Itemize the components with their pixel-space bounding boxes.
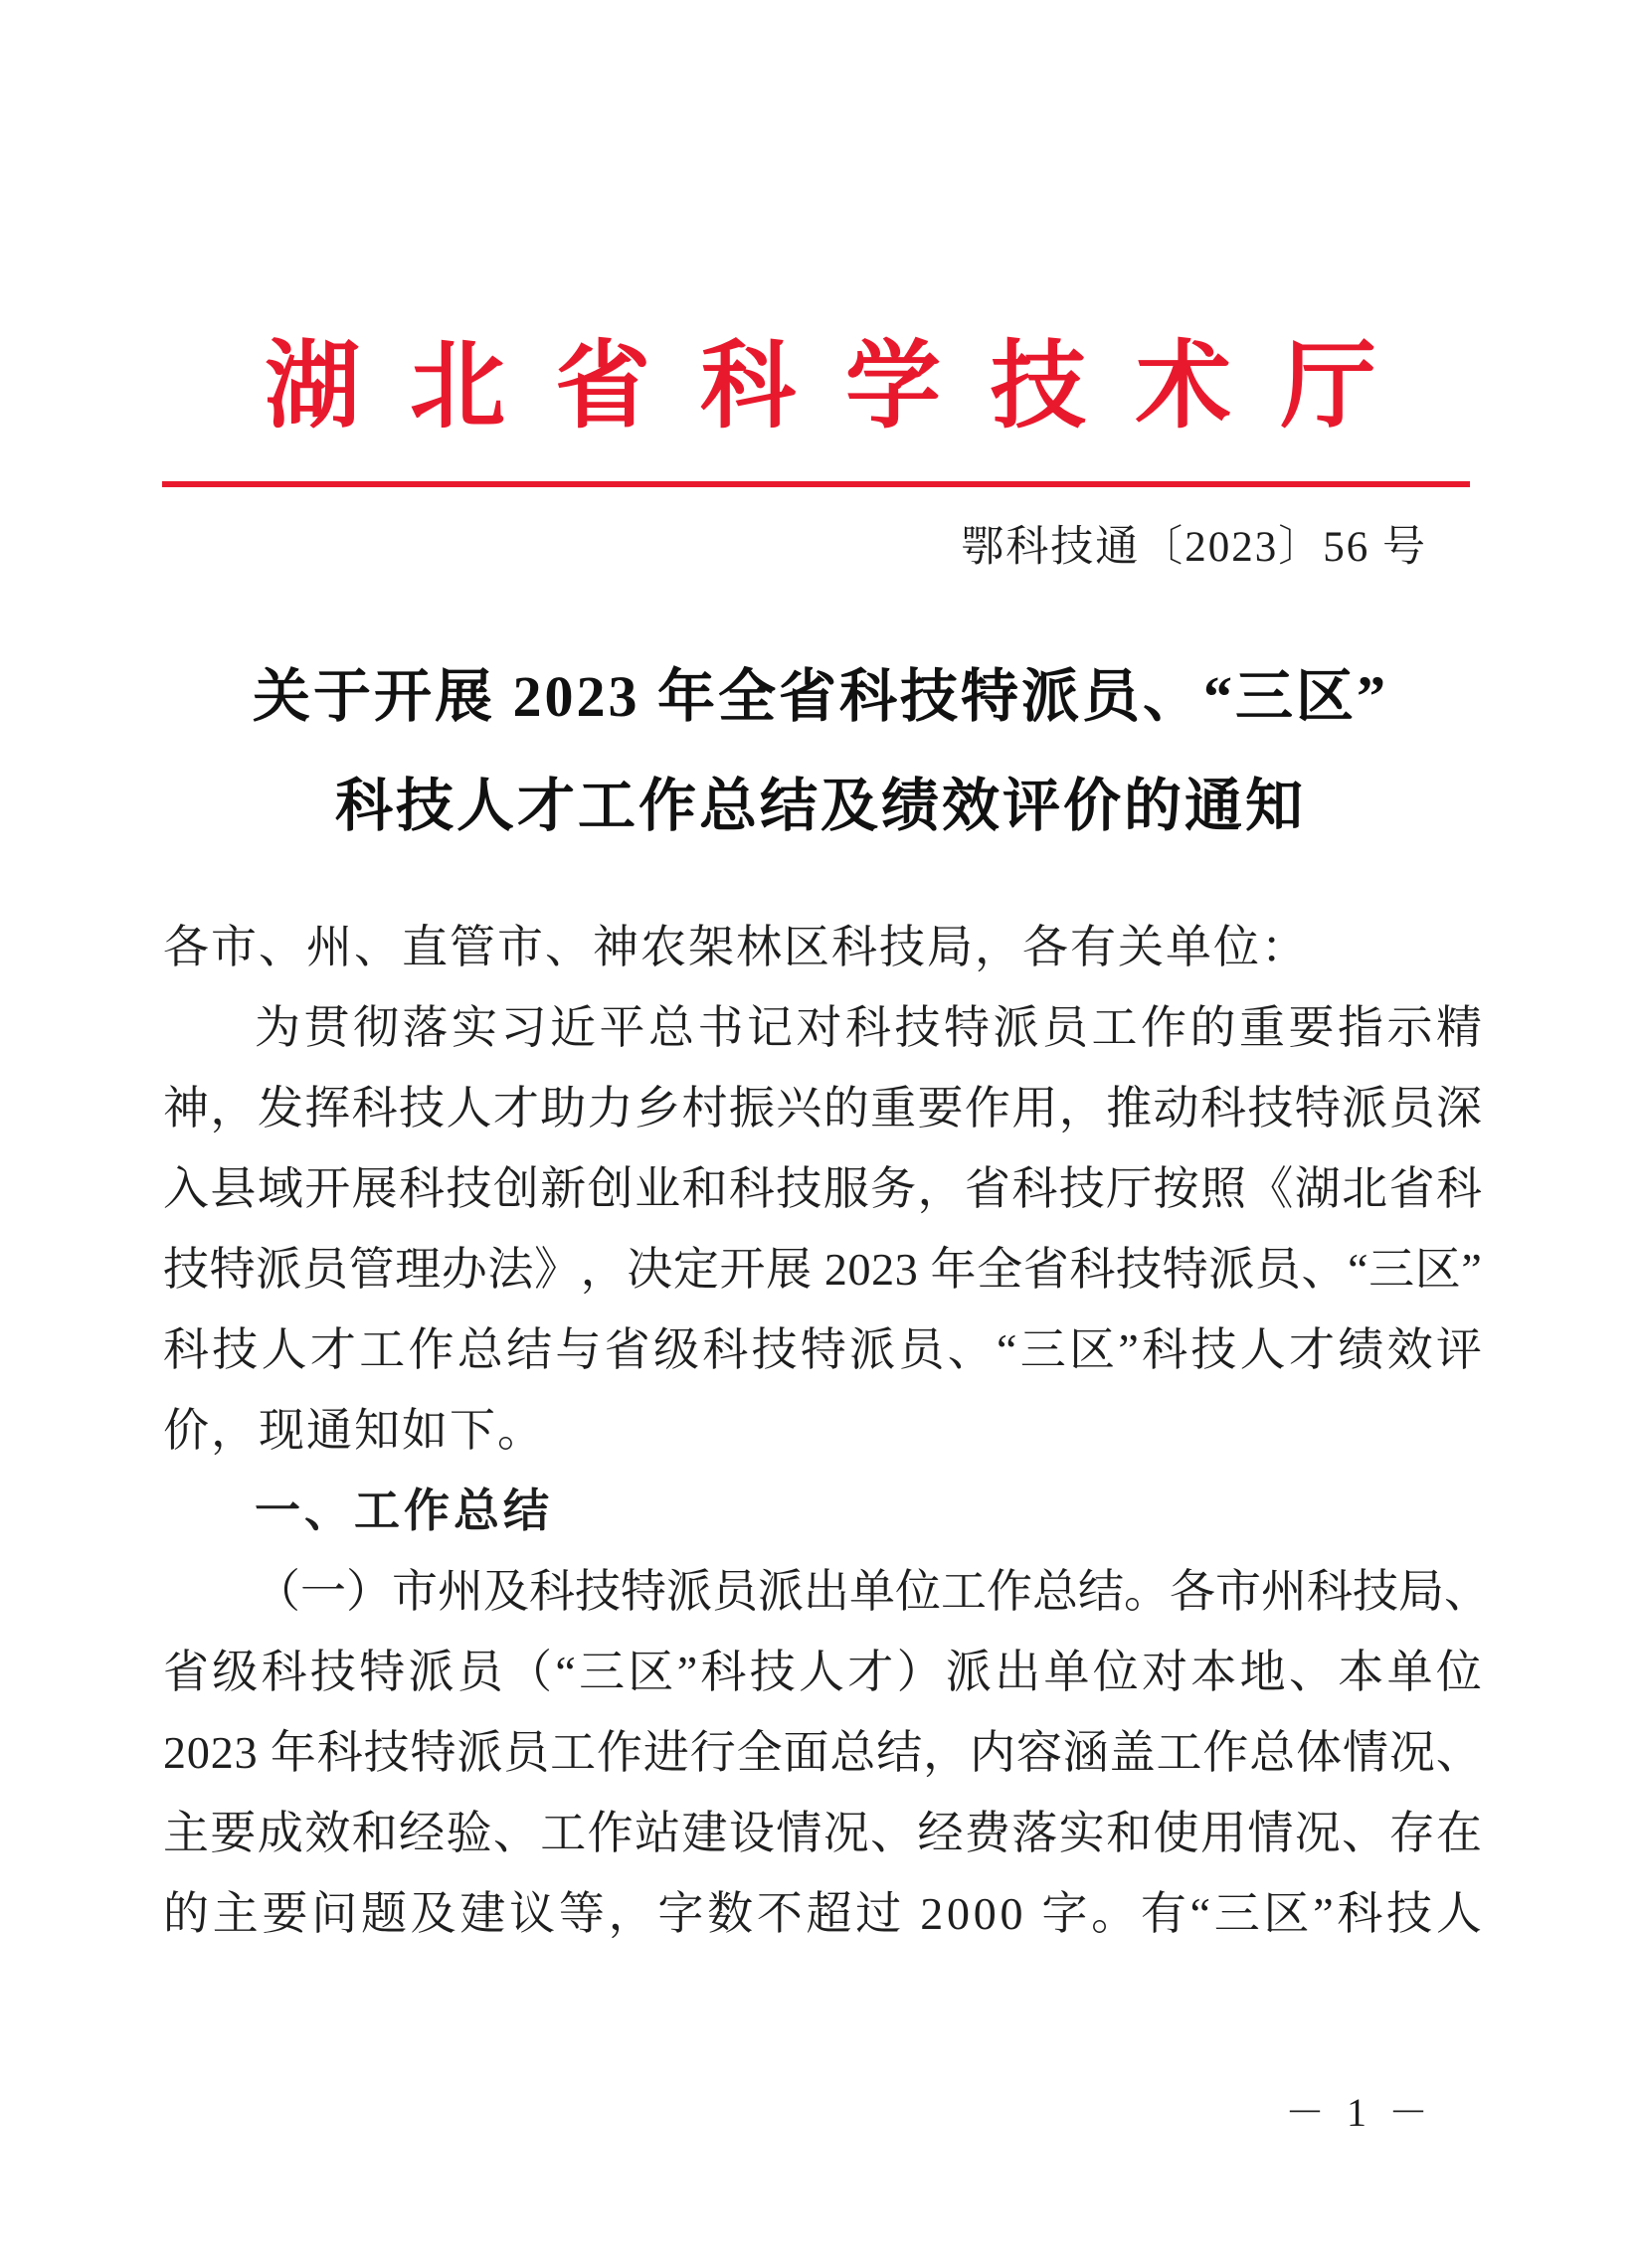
notice-body [163,907,1490,1954]
body-line: 神 ， 发 挥 科 技 人 才 助 力 乡 村 振 兴 的 重 要 作 用 ， 推 动 科 技 特 派 员 深 [163,1083,1482,1134]
notice-title-line1: 关于开展 2023 年全省科技特派员、“三区” [252,664,1388,729]
section-heading-work-summary: 一、工作总结 [255,1484,553,1536]
salutation-line: 各市、州、直管市、神农架林区科技局，各有关单位： [163,922,1309,972]
page-number: － 1 － [1285,2090,1434,2135]
notice-title [0,642,1641,861]
document-reference-number: 鄂科技通〔2023〕56 号 [961,524,1427,571]
agency-letterhead-title: 湖北省科学技术厅 [265,333,1426,439]
body-line: 科 技 人 才 工 作 总 结 与 省 级 科 技 特 派 员 、 “ 三 区 ” 科 技 人 才 绩 效 评 [163,1324,1482,1375]
body-line: （ 一 ） 市 州 及 科 技 特 派 员 派 出 单 位 工 作 总 结 。 各 市 州 科 技 局 、 [255,1566,1490,1617]
letterhead-divider [162,481,1470,487]
body-line: 价，现通知如下。 [163,1405,545,1456]
body-line: 技 特 派 员 管 理 办 法 》 ， 决 定 开 展 2 0 2 3 年 全 省 科 技 特 派 员 、 “ 三 区 ” [163,1244,1482,1295]
notice-title-line2: 科技人才工作总结及绩效评价的通知 [334,774,1306,838]
body-line: 为 贯 彻 落 实 习 近 平 总 书 记 对 科 技 特 派 员 工 作 的 重 要 指 示 精 [255,1002,1482,1053]
body-line: 入 县 域 开 展 科 技 创 新 创 业 和 科 技 服 务 ， 省 科 技 厅 按 照 《 湖 北 省 科 [163,1163,1482,1214]
body-line: 的 主 要 问 题 及 建 议 等 ， 字 数 不 超 过 2 0 0 0 字 。 有 “ 三 区 ” 科 技 人 [163,1888,1482,1939]
body-line: 省 级 科 技 特 派 员 （ “ 三 区 ” 科 技 人 才 ） 派 出 单 位 对 本 地 、 本 单 位 [163,1647,1482,1697]
body-line: 2 0 2 3 年 科 技 特 派 员 工 作 进 行 全 面 总 结 ， 内 容 涵 盖 工 作 总 体 情 况 、 [163,1727,1482,1778]
body-line: 主 要 成 效 和 经 验 、 工 作 站 建 设 情 况 、 经 费 落 实 和 使 用 情 况 、 存 在 [163,1808,1482,1858]
